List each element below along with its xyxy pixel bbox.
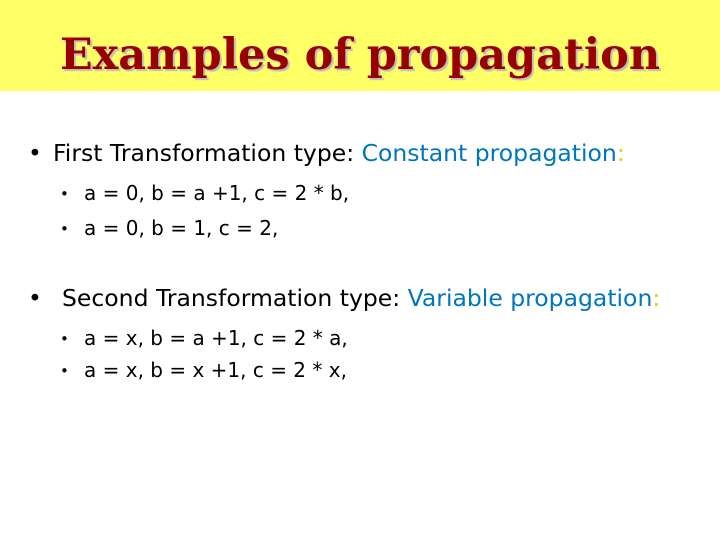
bullet-dot: • [28,139,42,167]
section-heading-prefix: Second Transformation type [62,284,393,312]
list-item-text: a = 0, b = a +1, c = 2 * b, [84,181,350,205]
bullet-dot: • [60,185,69,203]
section-heading-suffix: : [652,284,661,312]
section-heading-colon: : [616,139,625,167]
slide-title: Examples of propagation [59,30,661,80]
bullet-dot: • [60,362,69,380]
list-item [60,215,278,241]
bullet-dot: • [60,220,69,238]
section-heading-highlight: Constant propagation [361,139,617,167]
list-item [60,357,347,383]
bullet-dot: • [60,330,69,348]
list-item [60,325,348,351]
section-heading-highlight: Variable propagation [407,284,653,312]
section-heading-colon: : [392,284,408,312]
list-item-text: a = x, b = x +1, c = 2 * x, [84,358,347,382]
section-heading-variable [28,284,660,312]
list-item-text: a = 0, b = 1, c = 2, [84,216,279,240]
bullet-dot: • [28,284,42,312]
section-heading-prefix: First Transformation type: [53,139,362,167]
list-item-text: a = x, b = a +1, c = 2 * a, [84,326,348,350]
section-heading-constant [28,139,625,167]
list-item [60,180,349,206]
